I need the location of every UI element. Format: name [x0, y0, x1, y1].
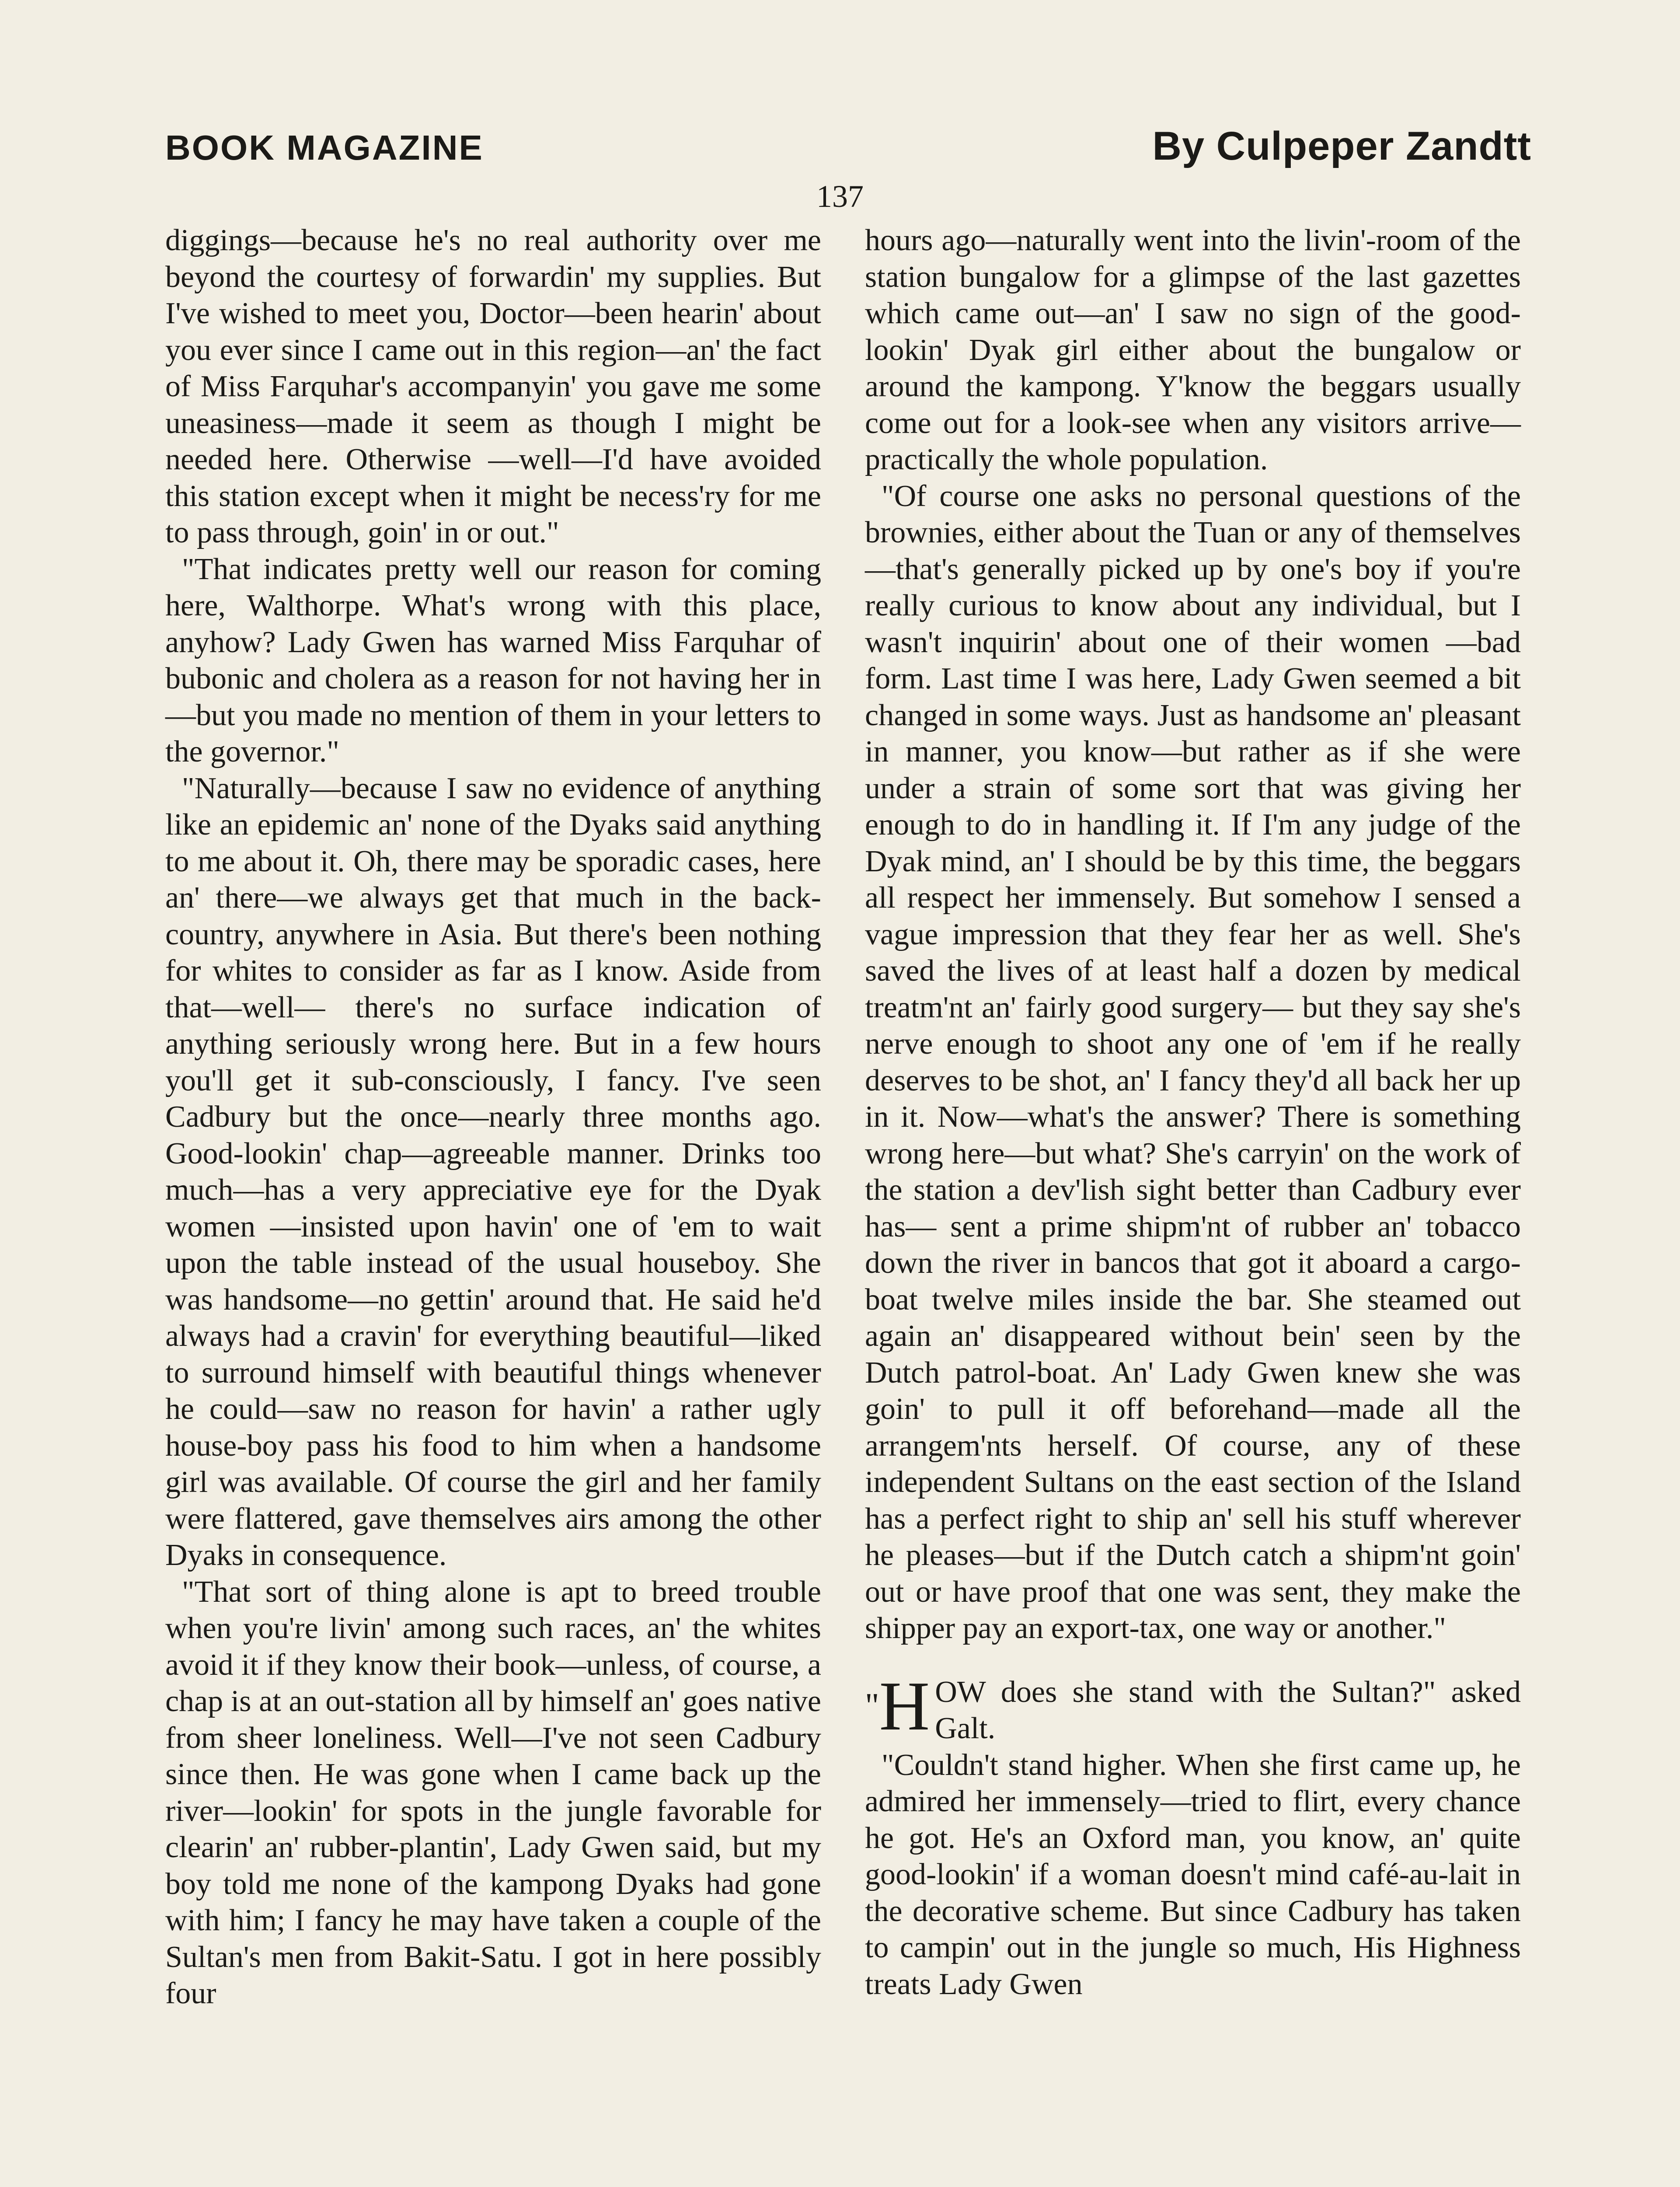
- left-column: [165, 222, 821, 2012]
- dropcap-paragraph-text: OW does she stand with the Sultan?" asked Galt.: [935, 1675, 1521, 1745]
- paragraph: "Naturally—because I saw no evidence of anything like an epidemic an' none of the Dyaks said anything to me about it. Oh, there may be sporadic cases, here an' there—we always get that much in the back-country, anywhere in Asia. But there's been nothing for whites to consider as far as I know. Aside from that—well— there's no surface indication of anything seriously wrong here. But in a few hours you'll get it sub-consciously, I fancy. I've seen Cadbury but the once—nearly three months ago. Good-lookin' chap—agreeable manner. Drinks too much—has a very appreciative eye for the Dyak women —insisted upon havin' one of 'em to wait upon the table instead of the usual houseboy. She was handsome—no gettin' around that. He said he'd always had a cravin' for everything beautiful—liked to surround himself with beautiful things whenever he could—saw no reason for havin' a rather ugly house-boy pass his food to him when a handsome girl was available. Of course the girl and her family were flattered, gave themselves airs among the other Dyaks in consequence.: [165, 771, 821, 1572]
- right-column: [865, 222, 1521, 2002]
- dropcap-paragraph: [865, 1666, 1521, 1747]
- section-break: [865, 1647, 1521, 1674]
- paragraph: "Of course one asks no personal questions of the brownies, either about the Tuan or any of themselves—that's generally picked up by one's boy if you're really curious to know about any individual, but I wasn't inquirin' about one of their women —bad form. Last time I was here, Lady Gwen seemed a bit changed in some ways. Just as handsome an' pleasant in manner, you know—but rather as if she were under a strain of some sort that was giving her enough to do in handling it. If I'm any judge of the Dyak mind, an' I should be by this time, the beggars all respect her immensely. But somehow I sensed a vague impression that they fear her as well. She's saved the lives of at least half a dozen by medical treatm'nt an' fairly good surgery— but they say she's nerve enough to shoot any one of 'em if he really deserves to be shot, an' I fancy they'd all back her up in it. Now—what's the answer? There is something wrong here—but what? She's carryin' on the work of the station a dev'lish sight better than Cadbury ever has— sent a prime shipm'nt of rubber an' tobacco down the river in bancos that got it aboard a cargo-boat twelve miles inside the bar. She steamed out again an' disappeared without bein' seen by the Dutch patrol-boat. An' Lady Gwen knew she was goin' to pull it off beforehand—made all the arrangem'nts herself. Of course, any of these independent Sultans on the east section of the Island has a perfect right to ship an' sell his stuff wherever he pleases—but if the Dutch catch a shipm'nt goin' out or have proof that one was sent, they make the shipper pay an export-tax, one way or another.": [865, 479, 1521, 1645]
- running-head-author: By Culpeper Zandtt: [1152, 124, 1531, 168]
- paragraph: hours ago—naturally went into the livin'-room of the station bungalow for a glimpse of the last gazettes which came out—an' I saw no sign of the good-lookin' Dyak girl either about the bungalow or around the kampong. Y'know the beggars usually come out for a look-see when any visitors arrive—practically the whole population.: [865, 224, 1521, 476]
- running-head-magazine: BOOK MAGAZINE: [165, 128, 484, 167]
- page-number: 137: [816, 179, 864, 214]
- paragraph: "That sort of thing alone is apt to breed trouble when you're livin' among such races, an' the whites avoid it if they know their book—unless, of course, a chap is at an out-station all by himself an' goes native from sheer loneliness. Well—I've not seen Cadbury since then. He was gone when I came back up the river—lookin' for spots in the jungle favorable for clearin' an' rubber-plantin', Lady Gwen said, but my boy told me none of the kampong Dyaks had gone with him; I fancy he may have taken a couple of the Sultan's men from Bakit-Satu. I got in here possibly four: [165, 1575, 821, 2010]
- paragraph: "Couldn't stand higher. When she first came up, he admired her immensely—tried to flirt, every chance he got. He's an Oxford man, you know, an' quite good-lookin' if a woman doesn't mind café-au-lait in the decorative scheme. But since Cadbury has taken to campin' out in the jungle so much, His Highness treats Lady Gwen: [865, 1748, 1521, 2001]
- paragraph: "That indicates pretty well our reason for coming here, Walthorpe. What's wrong with this place, anyhow? Lady Gwen has warned Miss Farquhar of bubonic and cholera as a reason for not having her in—but you made no mention of them in your letters to the governor.": [165, 552, 821, 769]
- paragraph: diggings—because he's no real authority over me beyond the courtesy of forwardin' my supplies. But I've wished to meet you, Doctor—been hearin' about you ever since I came out in this region—an' the fact of Miss Farquhar's accompanyin' you gave me some uneasiness—made it seem as though I might be needed here. Otherwise —well—I'd have avoided this station except when it might be necess'ry for me to pass through, goin' in or out.": [165, 224, 821, 549]
- dropcap-letter: "H: [865, 1666, 930, 1745]
